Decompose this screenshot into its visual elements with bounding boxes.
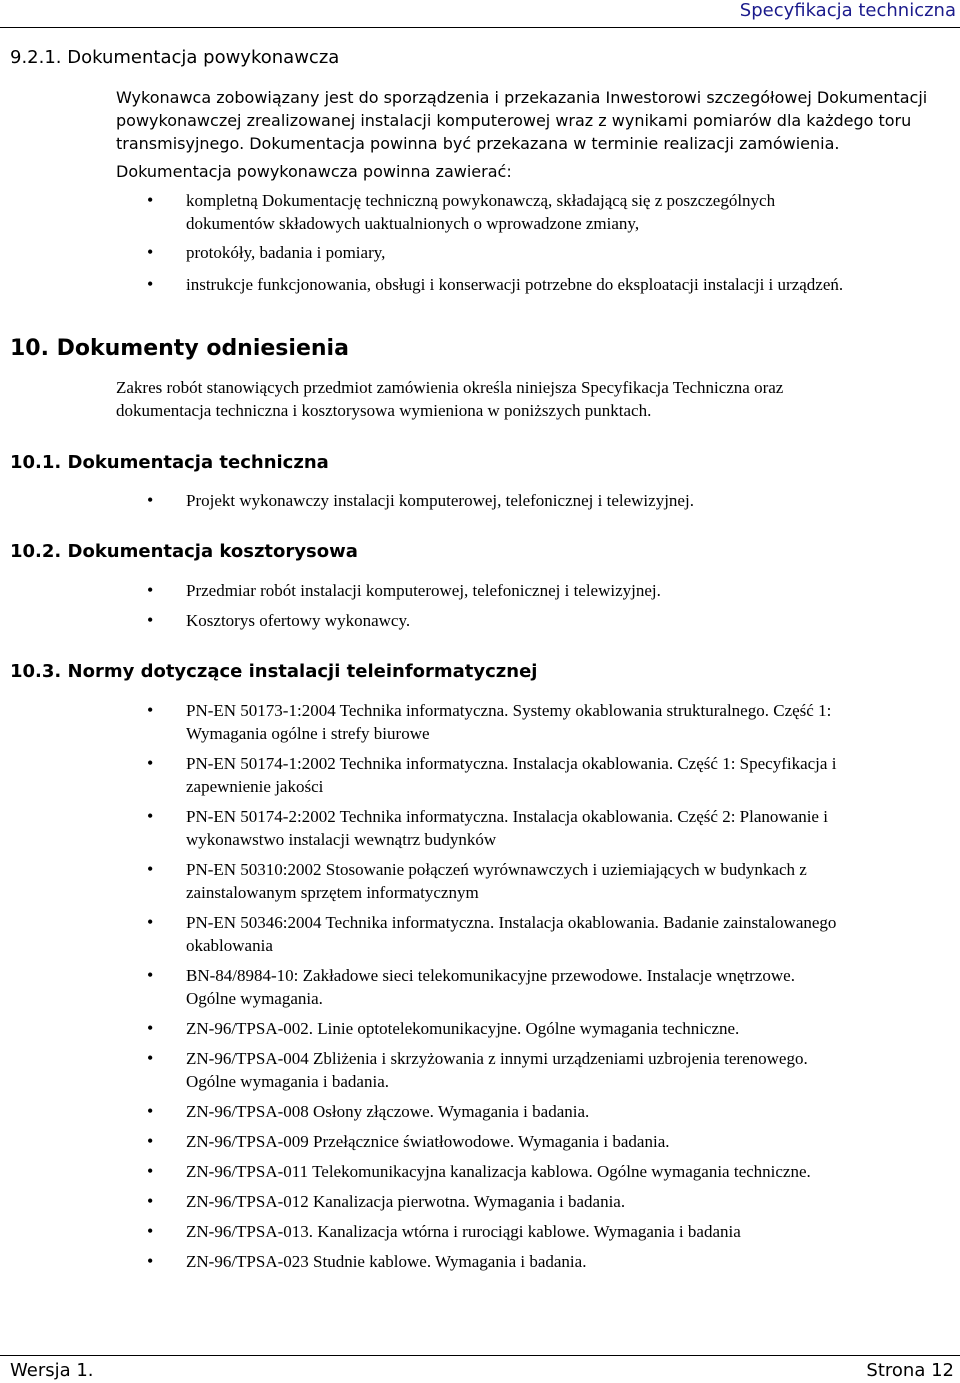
bullet-icon: •	[147, 1048, 154, 1068]
header-title: Specyfikacja techniczna	[739, 0, 956, 21]
section-heading-10-2: 10.2. Dokumentacja kosztorysowa	[10, 541, 358, 562]
bullet-icon: •	[147, 1221, 154, 1241]
list-item	[0, 1220, 960, 1243]
list-item	[0, 1017, 960, 1040]
list-item-line: Wymagania ogólne i strefy biurowe	[186, 724, 430, 743]
list-item-line: kompletną Dokumentację techniczną powykonawczą, składającą się z poszczególnych	[186, 191, 776, 210]
paragraph-scope	[116, 376, 946, 422]
bullet-icon: •	[147, 1161, 154, 1181]
bullet-icon: •	[147, 274, 154, 294]
bullet-icon: •	[147, 1251, 154, 1271]
list-item-line: PN-EN 50174-2:2002 Technika informatyczna. Instalacja okablowania. Część 2: Planowanie i	[186, 807, 828, 826]
list-item-line: zapewnienie jakości	[186, 777, 324, 796]
list-standards	[0, 699, 960, 1273]
footer-version: Wersja 1.	[10, 1360, 94, 1381]
list-item-line: PN-EN 50310:2002 Stosowanie połączeń wyrównawczych i uziemiających w budynkach z	[186, 860, 807, 879]
list-cost-docs	[0, 579, 960, 632]
bullet-icon: •	[147, 1131, 154, 1151]
list-item-line: instrukcje funkcjonowania, obsługi i konserwacji potrzebne do eksploatacji instalacji i urządzeń.	[186, 275, 844, 294]
section-heading-10: 10. Dokumenty odniesienia	[10, 336, 349, 361]
paragraph-contents-intro: Dokumentacja powykonawcza powinna zawierać:	[116, 162, 512, 181]
list-item-line: BN-84/8984-10: Zakładowe sieci telekomunikacyjne przewodowe. Instalacje wnętrzowe.	[186, 966, 795, 985]
list-item-line: ZN-96/TPSA-009 Przełącznice światłowodowe. Wymagania i badania.	[186, 1132, 670, 1151]
list-item	[0, 273, 960, 296]
footer-page-number: Strona 12	[866, 1360, 954, 1381]
list-technical-docs	[0, 489, 960, 512]
bullet-icon: •	[147, 806, 154, 826]
bullet-icon: •	[147, 190, 154, 210]
list-item	[0, 1100, 960, 1123]
list-item-line: PN-EN 50346:2004 Technika informatyczna. Instalacja okablowania. Badanie zainstalowanego	[186, 913, 837, 932]
list-item	[0, 1250, 960, 1273]
list-item-line: ZN-96/TPSA-012 Kanalizacja pierwotna. Wymagania i badania.	[186, 1192, 626, 1211]
footer-rule	[0, 1355, 960, 1356]
list-item-line: protokóły, badania i pomiary,	[186, 243, 386, 262]
list-item-line: Projekt wykonawczy instalacji komputerowej, telefonicznej i telewizyjnej.	[186, 491, 694, 510]
list-item-line: ZN-96/TPSA-011 Telekomunikacyjna kanalizacja kablowa. Ogólne wymagania techniczne.	[186, 1162, 811, 1181]
list-item-line: okablowania	[186, 936, 273, 955]
bullet-icon: •	[147, 753, 154, 773]
section-heading-10-3: 10.3. Normy dotyczące instalacji teleinformatycznej	[10, 661, 538, 682]
list-item	[0, 1130, 960, 1153]
list-item	[0, 489, 960, 512]
section-heading-10-1: 10.1. Dokumentacja techniczna	[10, 452, 329, 473]
list-item-line: zainstalowanym sprzętem informatycznym	[186, 883, 479, 902]
list-item	[0, 858, 960, 904]
paragraph-line: transmisyjnego. Dokumentacja powinna być przekazana w terminie realizacji zamówienia.	[116, 134, 840, 153]
header-rule	[0, 27, 960, 28]
bullet-icon: •	[147, 1191, 154, 1211]
list-item	[0, 911, 960, 957]
bullet-icon: •	[147, 610, 154, 630]
list-item-line: ZN-96/TPSA-008 Osłony złączowe. Wymagania i badania.	[186, 1102, 590, 1121]
bullet-icon: •	[147, 490, 154, 510]
list-item-line: Kosztorys ofertowy wykonawcy.	[186, 611, 411, 630]
bullet-icon: •	[147, 1018, 154, 1038]
paragraph-line: dokumentacja techniczna i kosztorysowa wymieniona w poniższych punktach.	[116, 401, 652, 420]
list-item-line: PN-EN 50173-1:2004 Technika informatyczna. Systemy okablowania strukturalnego. Część 1:	[186, 701, 832, 720]
list-item-line: Ogólne wymagania i badania.	[186, 1072, 389, 1091]
paragraph-line: Zakres robót stanowiących przedmiot zamówienia określa niniejsza Specyfikacja Techniczna oraz	[116, 378, 784, 397]
section-heading-9-2-1: 9.2.1. Dokumentacja powykonawcza	[10, 47, 340, 68]
list-item-line: ZN-96/TPSA-013. Kanalizacja wtórna i rurociągi kablowe. Wymagania i badania	[186, 1222, 741, 1241]
paragraph-line: Wykonawca zobowiązany jest do sporządzenia i przekazania Inwestorowi szczegółowej Dokumentacji	[116, 88, 928, 107]
list-item	[0, 1190, 960, 1213]
list-item	[0, 699, 960, 745]
list-item	[0, 1047, 960, 1093]
list-item-line: ZN-96/TPSA-002. Linie optotelekomunikacyjne. Ogólne wymagania techniczne.	[186, 1019, 740, 1038]
list-item-line: Przedmiar robót instalacji komputerowej, telefonicznej i telewizyjnej.	[186, 581, 661, 600]
list-item	[0, 241, 960, 264]
list-docs	[0, 189, 960, 296]
list-item-line: dokumentów składowych uaktualnionych o wprowadzone zmiany,	[186, 214, 640, 233]
list-item-line: PN-EN 50174-1:2002 Technika informatyczna. Instalacja okablowania. Część 1: Specyfikacja i	[186, 754, 837, 773]
list-item-line: ZN-96/TPSA-023 Studnie kablowe. Wymagania i badania.	[186, 1252, 587, 1271]
list-item	[0, 964, 960, 1010]
list-item	[0, 805, 960, 851]
bullet-icon: •	[147, 580, 154, 600]
paragraph-intro	[116, 86, 946, 155]
bullet-icon: •	[147, 242, 154, 262]
list-item-line: ZN-96/TPSA-004 Zbliżenia i skrzyżowania z innymi urządzeniami uzbrojenia terenowego.	[186, 1049, 808, 1068]
list-item	[0, 752, 960, 798]
bullet-icon: •	[147, 965, 154, 985]
paragraph-line: powykonawczej zrealizowanej instalacji komputerowej wraz z wynikami pomiarów dla każdego toru	[116, 111, 912, 130]
list-item-line: wykonawstwo instalacji wewnątrz budynków	[186, 830, 497, 849]
bullet-icon: •	[147, 912, 154, 932]
list-item	[0, 609, 960, 632]
list-item-line: Ogólne wymagania.	[186, 989, 323, 1008]
list-item	[0, 579, 960, 602]
bullet-icon: •	[147, 1101, 154, 1121]
bullet-icon: •	[147, 700, 154, 720]
list-item	[0, 189, 960, 235]
list-item	[0, 1160, 960, 1183]
bullet-icon: •	[147, 859, 154, 879]
